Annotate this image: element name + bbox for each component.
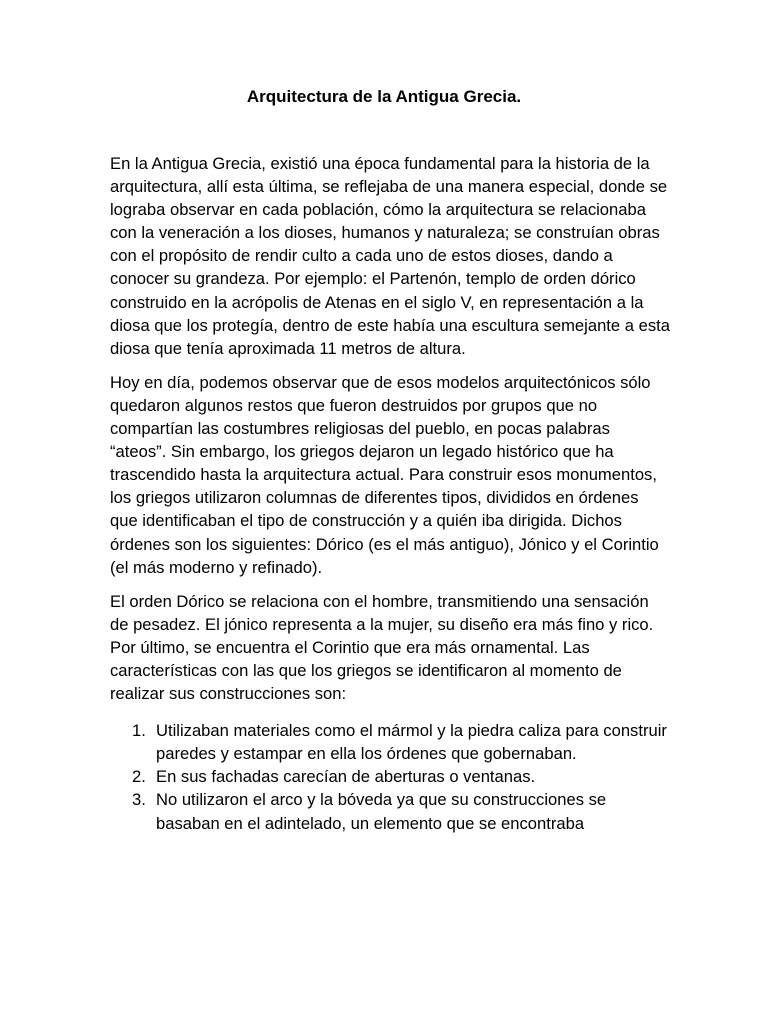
list-item-text: Utilizaban materiales como el mármol y la piedra caliza para construir paredes y estampar en ella los órdenes que gobernaban. [156, 721, 667, 764]
list-item-number: 1. [132, 721, 146, 741]
document-body [110, 152, 670, 835]
paragraph-intro: En la Antigua Grecia, existió una época fundamental para la historia de la arquitectura, allí esta última, se reflejaba de una manera especial, donde se lograba observar en cada población, cómo la arquitectura se relacionaba con la veneración a los dioses, humanos y naturaleza; se construían obras con el propósito de rendir culto a cada uno de estos dioses, dando a conocer su grandeza. Por ejemplo: el Partenón, templo de orden dórico construido en la acrópolis de Atenas en el siglo V, en representación a la diosa que los protegía, dentro de este había una escultura semejante a esta diosa que tenía aproximada 11 metros de altura. [110, 154, 670, 358]
list-item [110, 719, 670, 765]
list-item-text: En sus fachadas carecían de aberturas o ventanas. [156, 767, 536, 787]
list-item-number: 3. [132, 790, 146, 810]
list-item-number: 2. [132, 767, 146, 787]
list-item-text: No utilizaron el arco y la bóveda ya que su construcciones se basaban en el adintelado, un elemento que se encontraba [156, 790, 607, 833]
characteristics-list [110, 719, 670, 834]
document-title: Arquitectura de la Antigua Grecia. [246, 87, 522, 106]
paragraph-orders: El orden Dórico se relaciona con el hombre, transmitiendo una sensación de pesadez. El jónico representa a la mujer, su diseño era más fino y rico. Por último, se encuentra el Corintio que era más ornamental. Las características con las que los griegos se identificaron al momento de realizar sus construcciones son: [110, 591, 654, 704]
list-item [110, 765, 670, 788]
paragraph-columns: Hoy en día, podemos observar que de esos modelos arquitectónicos sólo quedaron algunos restos que fueron destruidos por grupos que no compartían las costumbres religiosas del pueblo, en pocas palabras “ateos”. Sin embargo, los griegos dejaron un legado histórico que ha trascendido hasta la arquitectura actual. Para construir esos monumentos, los griegos utilizaron columnas de diferentes tipos, divididos en órdenes que identificaban el tipo de construcción y a quién iba dirigida. Dichos órdenes son los siguientes: Dórico (es el más antiguo), Jónico y el Corintio (el más moderno y refinado). [110, 372, 659, 577]
list-item [110, 788, 670, 834]
